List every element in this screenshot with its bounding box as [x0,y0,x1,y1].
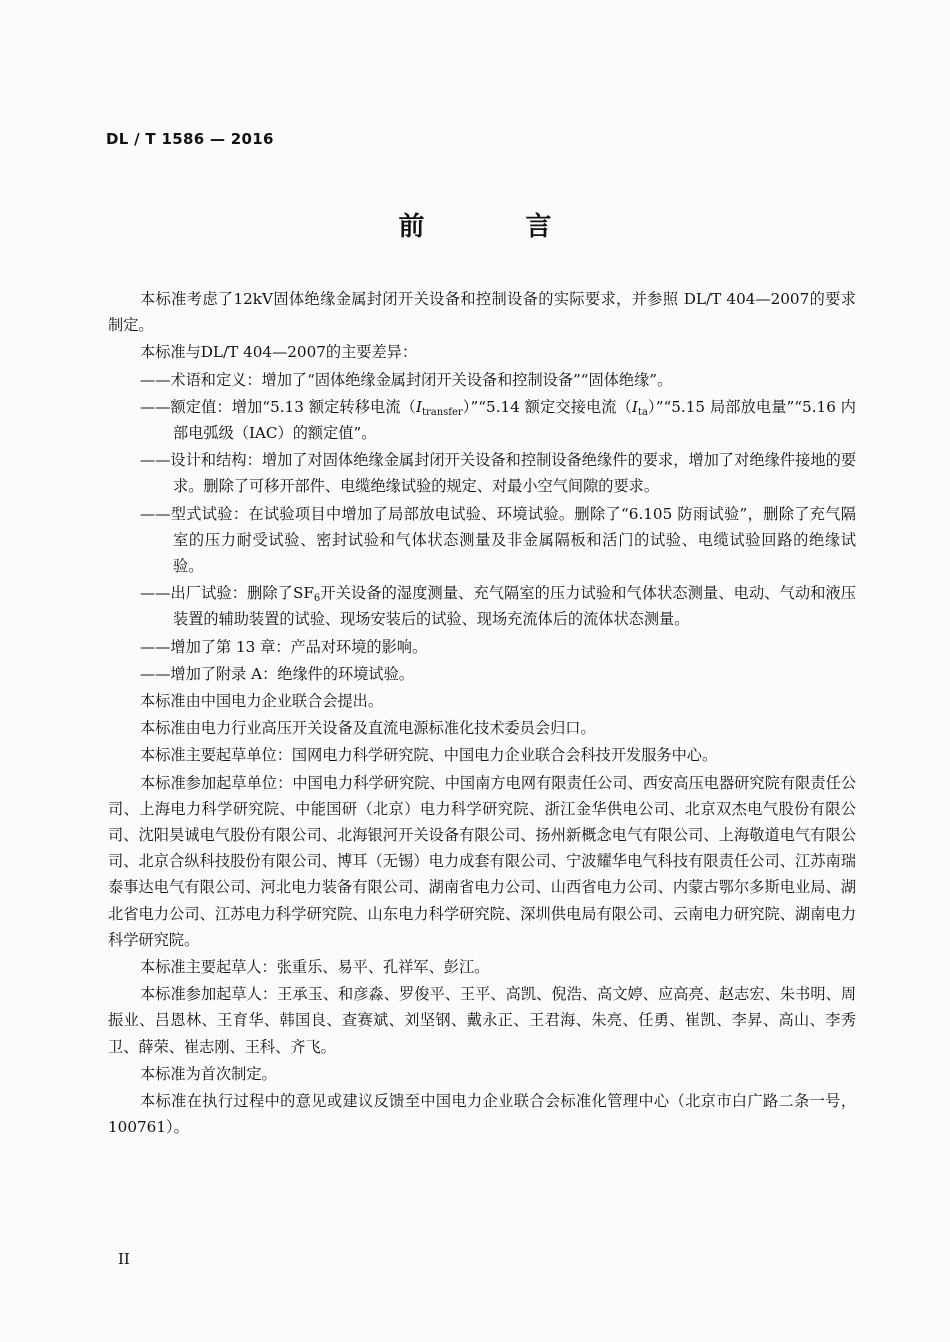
paragraph: 本标准参加起草单位：中国电力科学研究院、中国南方电网有限责任公司、西安高压电器研究院有限责任公司、上海电力科学研究院、中能国研（北京）电力科学研究院、浙江金华供电公司、北京双杰电气股份有限公司、沈阳昊诚电气股份有限公司、北海银河开关设备有限公司、扬州新概念电气有限公司、上海敬道电气有限公司、北京合纵科技股份有限公司、博耳（无锡）电力成套有限公司、宁波耀华电气科技有限责任公司、江苏南瑞泰事达电气有限公司、河北电力装备有限公司、湖南省电力公司、山西省电力公司、内蒙古鄂尔多斯电业局、湖北省电力公司、江苏电力科学研究院、山东电力科学研究院、深圳供电局有限公司、云南电力研究院、湖南电力科学研究院。 [108,773,856,949]
subscript: transfer [421,406,463,418]
paragraph: 本标准由电力行业高压开关设备及直流电源标准化技术委员会归口。 [140,719,596,738]
paragraph: 本标准主要起草人：张重乐、易平、孔祥军、彭江。 [140,958,490,977]
symbol-italic: I [415,397,422,416]
text-span: ——出厂试验：删除了SF [140,584,314,603]
difference-item: ——设计和结构：增加了对固体绝缘金属封闭开关设备和控制设备绝缘件的要求，增加了对绝缘件接地的要求。删除了可移开部件、电缆绝缘试验的规定、对最小空气间隙的要求。 [140,451,856,496]
difference-item: ——增加了第 13 章：产品对环境的影响。 [140,637,428,656]
symbol-italic: I [631,397,638,416]
paragraph: 本标准在执行过程中的意见或建议反馈至中国电力企业联合会标准化管理中心（北京市白广路二条一号，100761）。 [108,1092,856,1137]
text-span: ——额定值：增加“5.13 额定转移电流（ [140,397,416,416]
text-span: ）”“5.14 额定交接电流（ [462,397,632,416]
subscript: 6 [313,593,321,605]
subscript: ta [637,406,648,418]
text-span: 开关设备的湿度测量、充气隔室的压力试验和气体状态测量、电动、气动和液压装置的辅助装置的试验、现场安装后的试验、现场充流体后的流体状态测量。 [173,584,856,629]
paragraph: 本标准主要起草单位：国网电力科学研究院、中国电力企业联合会科技开发服务中心。 [140,746,718,765]
difference-item [108,394,856,446]
page-number: II [118,1250,130,1268]
foreword-body [108,286,856,1141]
paragraph: 本标准由中国电力企业联合会提出。 [140,692,383,711]
standard-code-header: DL / T 1586 — 2016 [106,130,274,148]
difference-item: ——型式试验：在试验项目中增加了局部放电试验、环境试验。删除了“6.105 防雨试验”，删除了充气隔室的压力耐受试验、密封试验和气体状态测量及非金属隔板和活门的试验、电缆试验回路的绝缘试验。 [140,504,856,576]
difference-item: ——术语和定义：增加了“固体绝缘金属封闭开关设备和控制设备”“固体绝缘”。 [140,370,673,389]
text-span: ）”“5.15 局部放电量”“5.16 内部电弧级（IAC）的额定值”。 [173,397,856,443]
paragraph: 本标准考虑了12kV固体绝缘金属封闭开关设备和控制设备的实际要求，并参照 DL/T 404—2007的要求制定。 [108,290,856,335]
paragraph: 本标准为首次制定。 [140,1064,277,1083]
paragraph: 本标准参加起草人：王承玉、和彦淼、罗俊平、王平、高凯、倪浩、高文婷、应高亮、赵志宏、朱书明、周振业、吕恩林、王育华、韩国良、查赛斌、刘坚钢、戴永正、王君海、朱亮、任勇、崔凯、李昇、高山、李秀卫、薛荣、崔志刚、王科、齐飞。 [108,985,856,1056]
page-title: 前 言 [398,212,598,242]
paragraph: 本标准与DL/T 404—2007的主要差异： [140,343,418,362]
difference-item: ——增加了附录 A：绝缘件的环境试验。 [140,664,414,683]
difference-item [108,580,856,632]
